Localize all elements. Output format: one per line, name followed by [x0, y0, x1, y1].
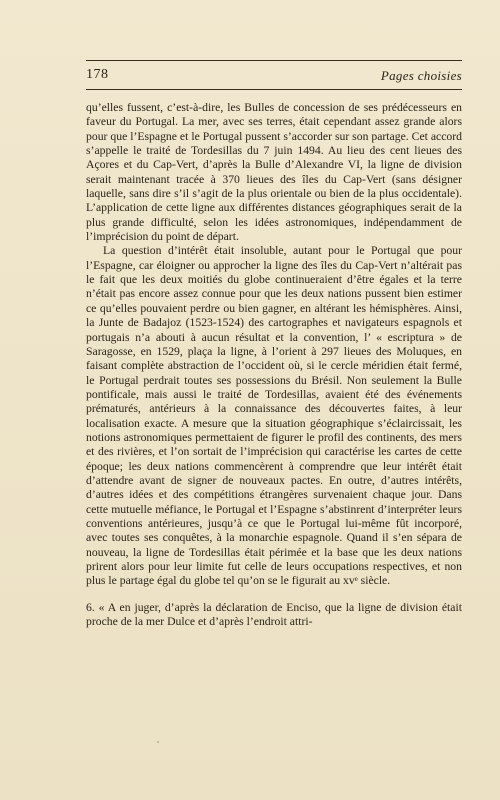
body-text	[86, 101, 462, 629]
page-number: 178	[86, 67, 109, 82]
paragraph-continuation: qu’elles fussent, c’est-à-dire, les Bulles de concession de ses prédécesseurs en faveur du Portugal. La mer, avec ses terres, était cependant assez grande alors pour que l’Espagne et le Portugal pussent s’accorder sur son partage. Cet accord s’appelle le traité de Tordesillas du 7 juin 1494. Au lieu des cent lieues des Açores et du Cap-Vert, d’après la Bulle d’Alexandre VI, la ligne de division serait maintenant tracée à 370 lieues des îles du Cap-Vert (sans désigner laquelle, sans dire s’il s’agit de la plus orientale ou bien de la plus occidentale). L’application de cette ligne aux différentes distances géographiques serait de la plus grande difficulté, selon les idées astronomiques, indépendamment de l’imprécision du point de départ.	[86, 101, 462, 244]
footnote-6: 6. « A en juger, d’après la déclaration de Enciso, que la ligne de division était proche de la mer Dulce et d’après l’endroit attri-	[86, 600, 462, 629]
page-header	[86, 64, 462, 86]
paper-speck	[157, 741, 159, 743]
header-top-rule	[86, 60, 462, 61]
paragraph-question-of-interest: La question d’intérêt était insoluble, autant pour le Portugal que pour l’Espagne, car éloigner ou approcher la ligne des îles du Cap-Vert n’altérait pas le fait que les deux moitiés du globe continueraient d’être égales et la terre n’était pas encore assez connue pour que les deux nations pussent bien estimer ce qu’elles pouvaient perdre ou bien gagner, en altérant les hémisphères. Ainsi, la Junte de Badajoz (1523-1524) des cartographes et navigateurs espagnols et portugais n’a abouti à aucun résultat et la convention, l’ « escriptura » de Saragosse, en 1529, plaça la ligne, à l’orient à 297 lieues des Moluques, en faisant complète abstraction de l’occident où, si le cercle méridien était fermé, le Portugal perdrait toutes ses possessions du Brésil. Non seulement la Bulle pontificale, mais aussi le traité de Tordesillas, avaient été des événements prématurés, antérieurs à la connaissance des découvertes faites, à leur localisation exacte. A mesure que la situation géographique s’éclaircissait, les notions astronomiques permettaient de figurer le profil des continents, des mers et des rivières, et l’on sortait de l’imprécision qui caractérise les cartes de cette époque; les deux nations commencèrent à comprendre que leur intérêt était d’attendre avant de signer de nouveaux pactes. En outre, d’autres intérêts, d’autres idées et des compétitions étrangères survenaient chaque jour. Dans cette mutuelle méfiance, le Portugal et l’Espagne s’abstinrent d’interpréter leurs conventions antérieures, jusqu’à ce que le Portugal lui-même fût incorporé, avec toutes ses conquêtes, à la monarchie espagnole. Quand il s’en sépara de nouveau, la ligne de Tordesillas était périmée et la base que les deux nations prirent alors pour leur limite fut celle de leurs occupations respectives, et non plus le partage égal du globe tel qu’on se le figurait au xvᵉ siècle.	[86, 244, 462, 588]
header-bottom-rule	[86, 89, 462, 90]
running-head: Pages choisies	[380, 68, 462, 83]
